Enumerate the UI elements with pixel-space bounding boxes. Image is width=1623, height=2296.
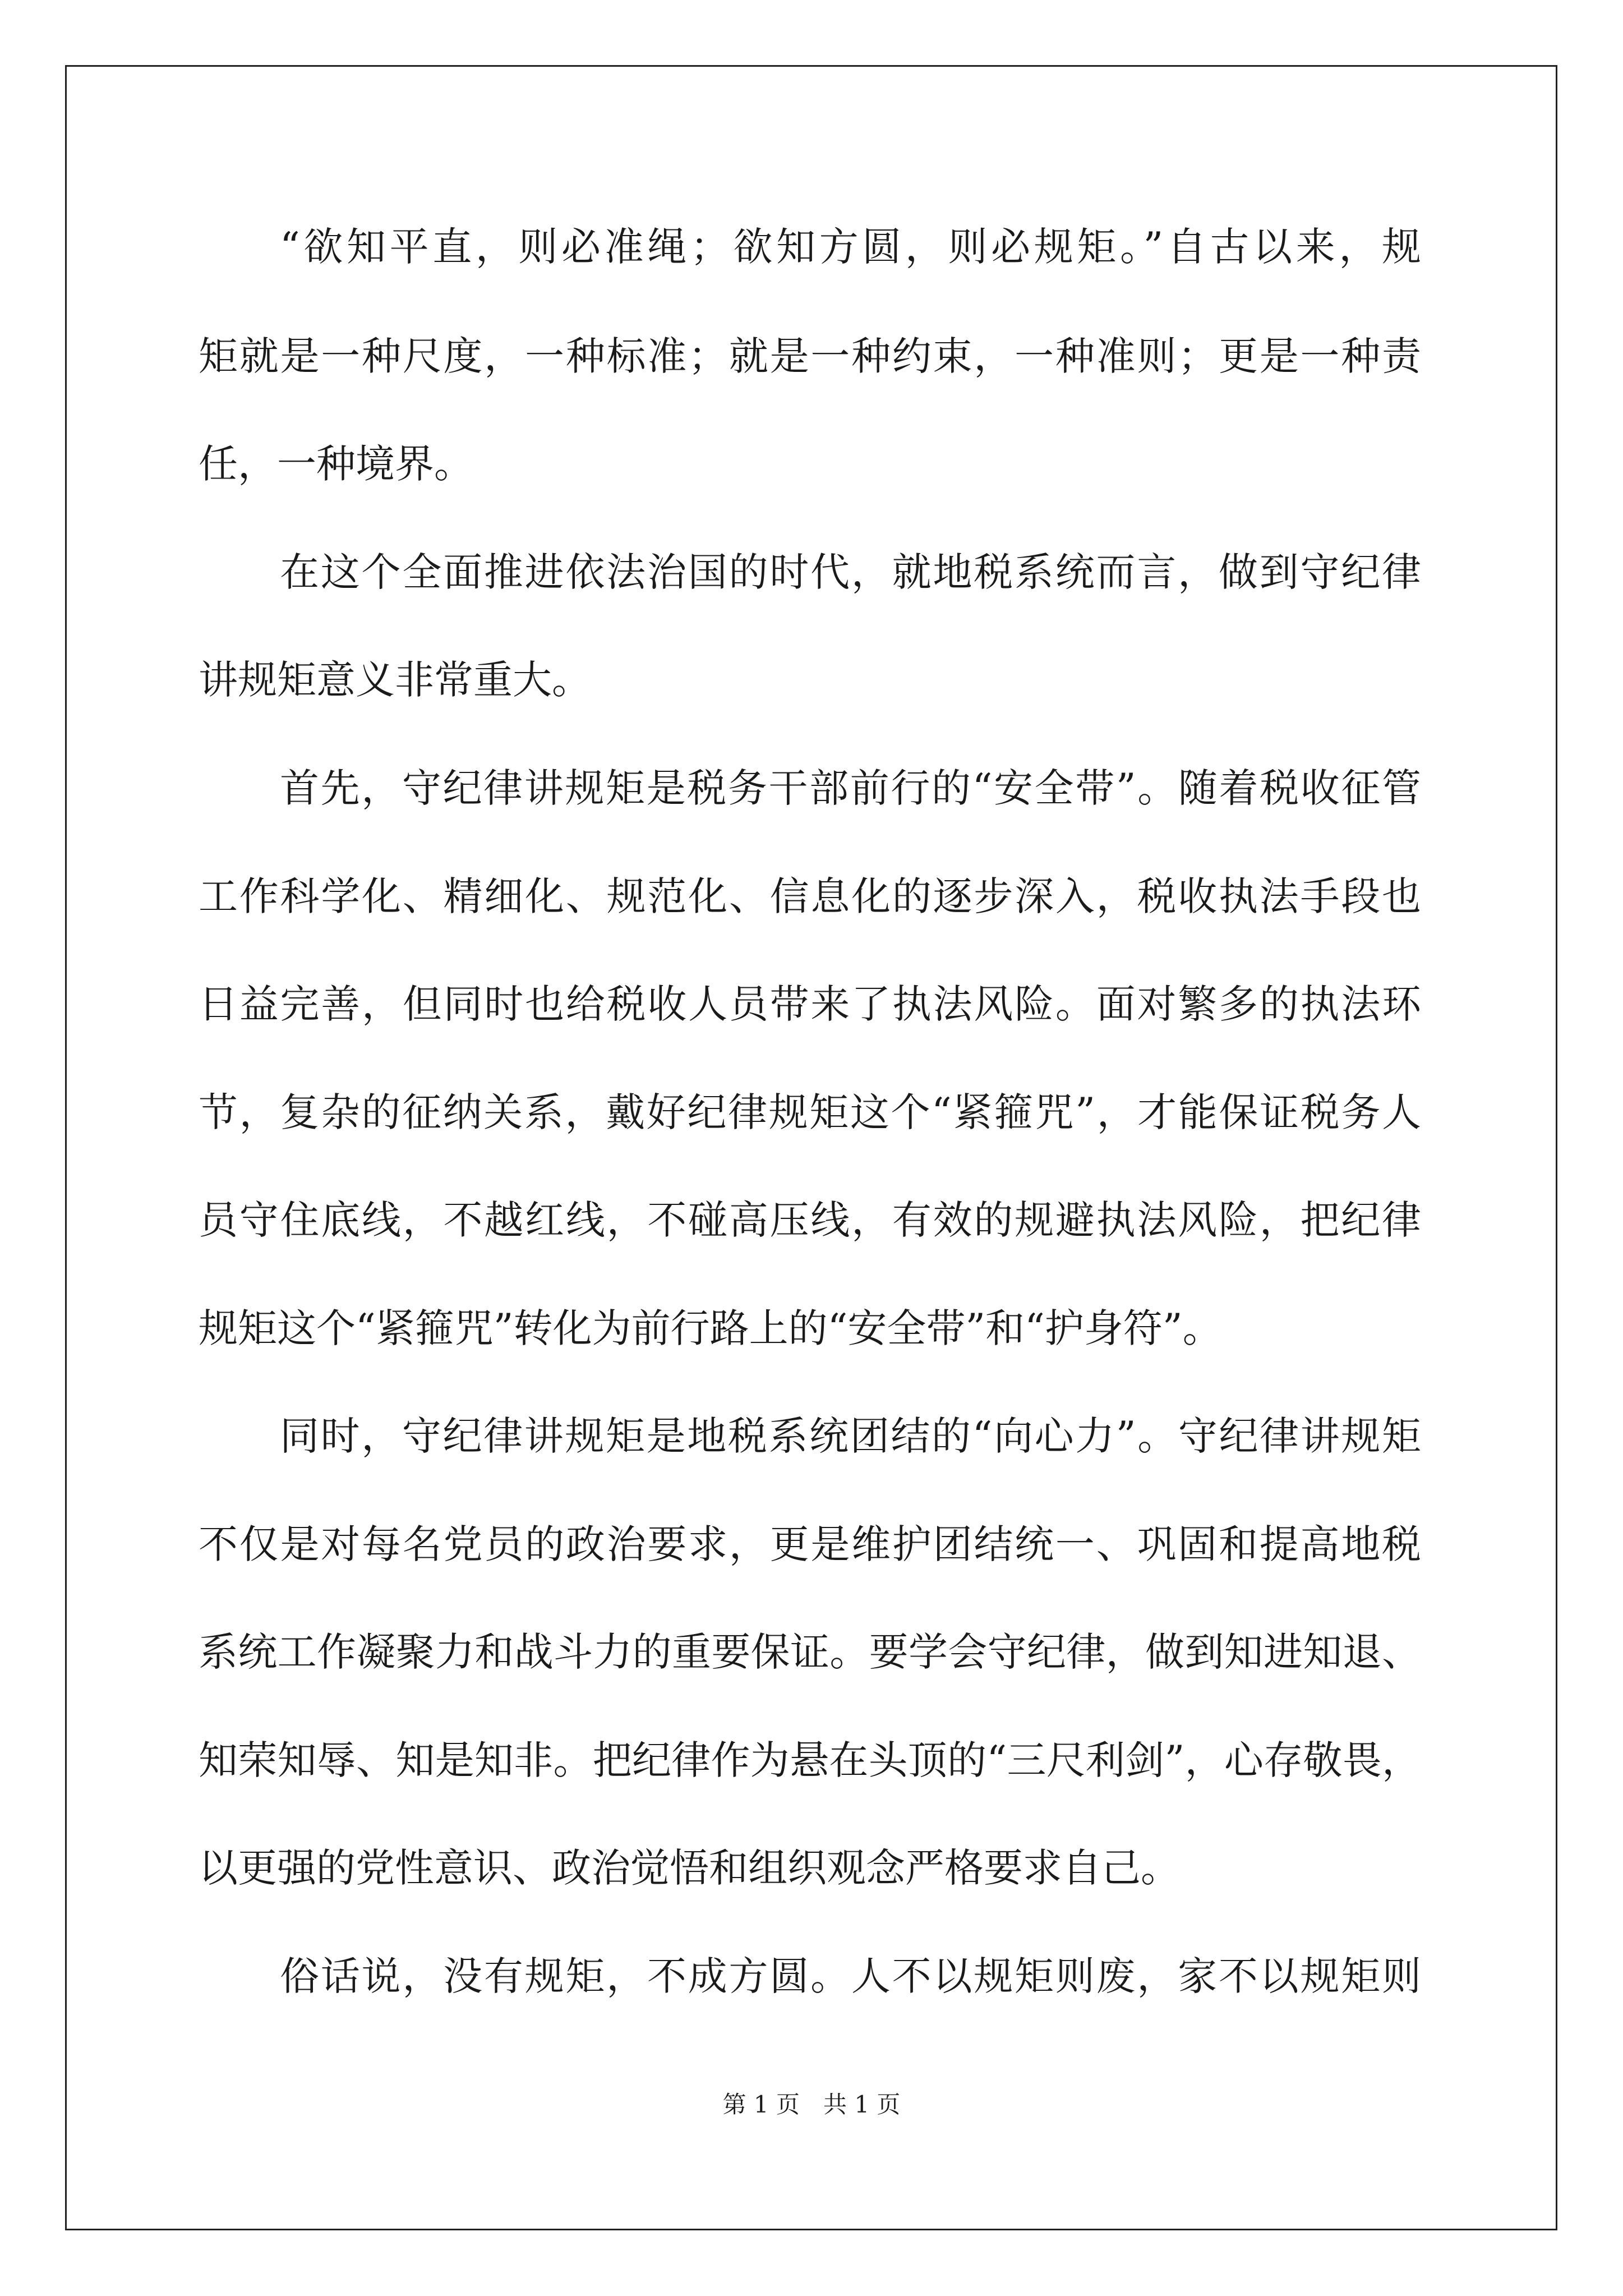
text-line: 系统工作凝聚力和战斗力的重要保证。要学会守纪律，做到知进知退、 xyxy=(199,1629,1421,1675)
text-line: 以更强的党性意识、政治觉悟和组织观念严格要求自己。 xyxy=(199,1845,1180,1891)
text-line: 同时，守纪律讲规矩是地税系统团结的“向心力”。守纪律讲规矩 xyxy=(280,1413,1421,1459)
text-line: 工作科学化、精细化、规范化、信息化的逐步深入，税收执法手段也 xyxy=(199,873,1421,919)
text-line: 节，复杂的征纳关系，戴好纪律规矩这个“紧箍咒”，才能保证税务人 xyxy=(199,1089,1421,1135)
text-line: 规矩这个“紧箍咒”转化为前行路上的“安全带”和“护身符”。 xyxy=(199,1305,1222,1351)
text-line: 日益完善，但同时也给税收人员带来了执法风险。面对繁多的执法环 xyxy=(199,981,1421,1027)
page-border xyxy=(65,65,1557,2230)
text-line: 知荣知辱、知是知非。把纪律作为悬在头顶的“三尺利剑”，心存敬畏， xyxy=(199,1737,1421,1783)
text-line: 俗话说，没有规矩，不成方圆。人不以规矩则废，家不以规矩则 xyxy=(280,1953,1421,1999)
page-number-footer: 第 1 页 共 1 页 xyxy=(722,2091,901,2118)
text-line: 矩就是一种尺度，一种标准；就是一种约束，一种准则；更是一种责 xyxy=(199,333,1421,379)
text-line: 讲规矩意义非常重大。 xyxy=(199,657,591,703)
text-line: 任，一种境界。 xyxy=(199,441,473,487)
text-line: 首先，守纪律讲规矩是税务干部前行的“安全带”。随着税收征管 xyxy=(280,765,1421,811)
text-line: 在这个全面推进依法治国的时代，就地税系统而言，做到守纪律 xyxy=(280,549,1421,595)
text-line: 不仅是对每名党员的政治要求，更是维护团结统一、巩固和提高地税 xyxy=(199,1521,1421,1567)
text-line: “欲知平直，则必准绳；欲知方圆，则必规矩。”自古以来，规 xyxy=(280,224,1421,270)
text-line: 员守住底线，不越红线，不碰高压线，有效的规避执法风险，把纪律 xyxy=(199,1197,1421,1243)
